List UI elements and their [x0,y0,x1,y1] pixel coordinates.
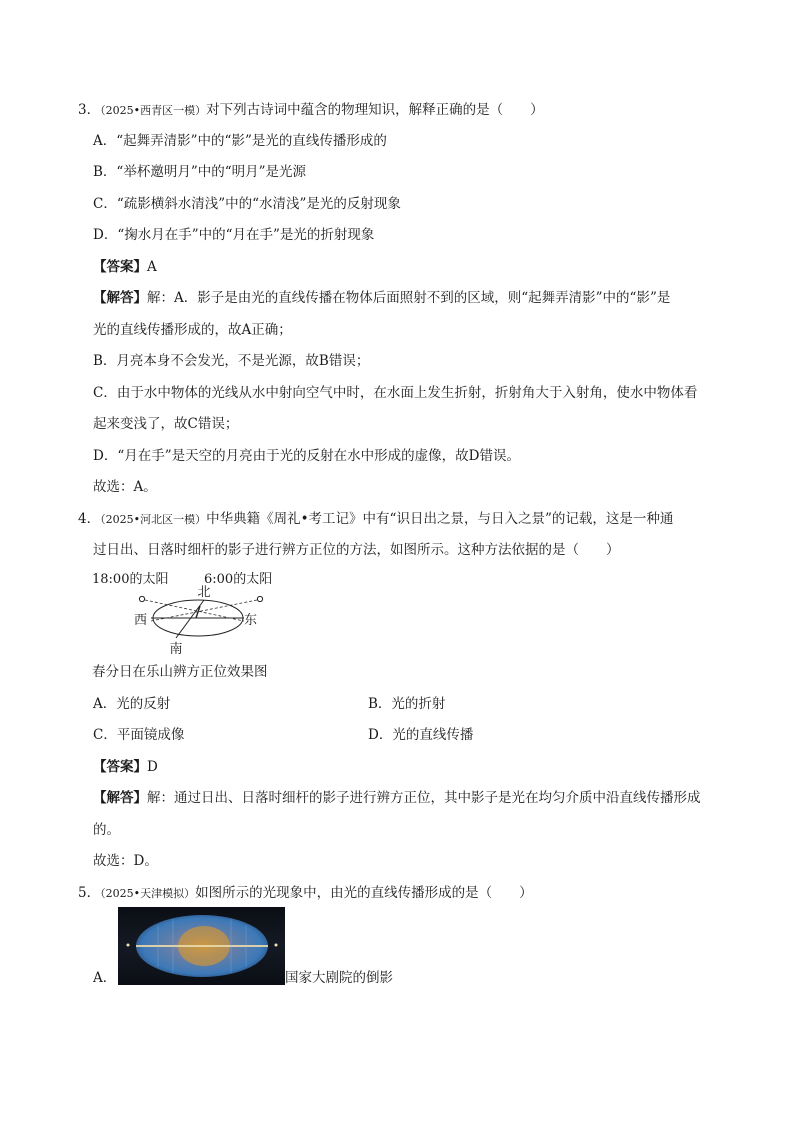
question-text: 中华典籍《周礼•考工记》中有“识日出之景，与日入之景”的记载，这是一种通 [206,511,674,527]
q4-option-b: B．光的折射 [368,696,446,712]
q3-explain-line-2: 光的直线传播形成的，故A正确； [93,322,292,338]
q4-explain-line-2: 的。 [93,822,120,838]
q5-option-a-caption: 国家大剧院的倒影 [285,970,393,986]
label-south: 南 [169,642,183,657]
q3-explain-line-4: C．由于水中物体的光线从水中射向空气中时，在水面上发生折射，折射角大于入射角，使水中物体看 [93,385,698,401]
question-5-stem [78,883,533,904]
question-text: 对下列古诗词中蕴含的物理知识，解释正确的是（ ） [206,102,544,118]
label-sun-1800: 18:00的太阳 [92,572,169,587]
q3-explain-line-1 [93,288,670,308]
q3-explain-line-7: 故选：A。 [93,479,157,495]
question-number: 3． [78,102,101,118]
figure-caption: 春分日在乐山辨方正位效果图 [92,664,268,680]
q4-option-a: A．光的反射 [93,696,171,712]
north-south-line [176,600,204,638]
answer-value: A [147,259,157,275]
q3-option-d: D．“掬水月在手”中的“月在手”是光的折射现象 [93,227,375,243]
q4-option-c: C．平面镜成像 [93,727,185,743]
explain-text: 解：A．影子是由光的直线传播在物体后面照射不到的区域，则“起舞弄清影”中的“影”是 [147,290,671,306]
q4-answer [93,757,158,777]
sun-1800-circle [139,596,144,601]
question-number: 4． [78,511,101,527]
q3-explain-line-3: B．月亮本身不会发光，不是光源，故B错误； [93,353,370,369]
label-north: 北 [197,585,211,600]
explain-tag: 【解答】 [93,790,147,806]
question-source: （2025•西青区一模） [100,104,207,117]
photo-illustration [118,907,285,985]
question-text: 如图所示的光现象中，由光的直线传播形成的是（ ） [195,885,533,901]
label-west: 西 [134,613,148,628]
sun-0600-circle [257,596,262,601]
label-sun-0600: 6:00的太阳 [204,572,273,587]
q3-explain-line-5: 起来变浅了，故C错误； [93,416,239,432]
sun-direction-diagram [92,566,282,658]
q4-explain-line-1 [93,788,701,808]
q3-option-b: B．“举杯邀明月”中的“明月”是光源 [93,164,307,180]
label-east: 东 [244,613,258,628]
q3-explain-line-6: D．“月在手”是天空的月亮由于光的反射在水中形成的虚像，故D错误。 [93,448,520,464]
question-3-stem [78,100,544,121]
explain-text: 解：通过日出、日落时细杆的影子进行辨方正位，其中影子是光在均匀介质中沿直线传播形成 [147,790,701,806]
q4-explain-line-3: 故选：D。 [93,853,158,869]
q3-option-c: C．“疏影横斜水清浅”中的“水清浅”是光的反射现象 [93,196,401,212]
question-source: （2025•河北区一模） [100,513,207,526]
question-source: （2025•天津模拟） [100,887,196,900]
q4-option-d: D．光的直线传播 [368,727,474,743]
q3-answer [93,257,157,277]
q3-option-a: A．“起舞弄清影”中的“影”是光的直线传播形成的 [93,133,387,149]
explain-tag: 【解答】 [93,290,147,306]
national-theater-reflection-photo [118,907,285,985]
answer-tag: 【答案】 [93,759,147,775]
q5-option-a-letter: A． [93,970,117,986]
answer-tag: 【答案】 [93,259,147,275]
question-4-stem-line-2: 过日出、日落时细杆的影子进行辨方正位的方法，如图所示。这种方法依据的是（ ） [93,542,620,558]
answer-value: D [147,759,158,775]
question-4-stem [78,509,673,530]
question-number: 5． [78,885,101,901]
